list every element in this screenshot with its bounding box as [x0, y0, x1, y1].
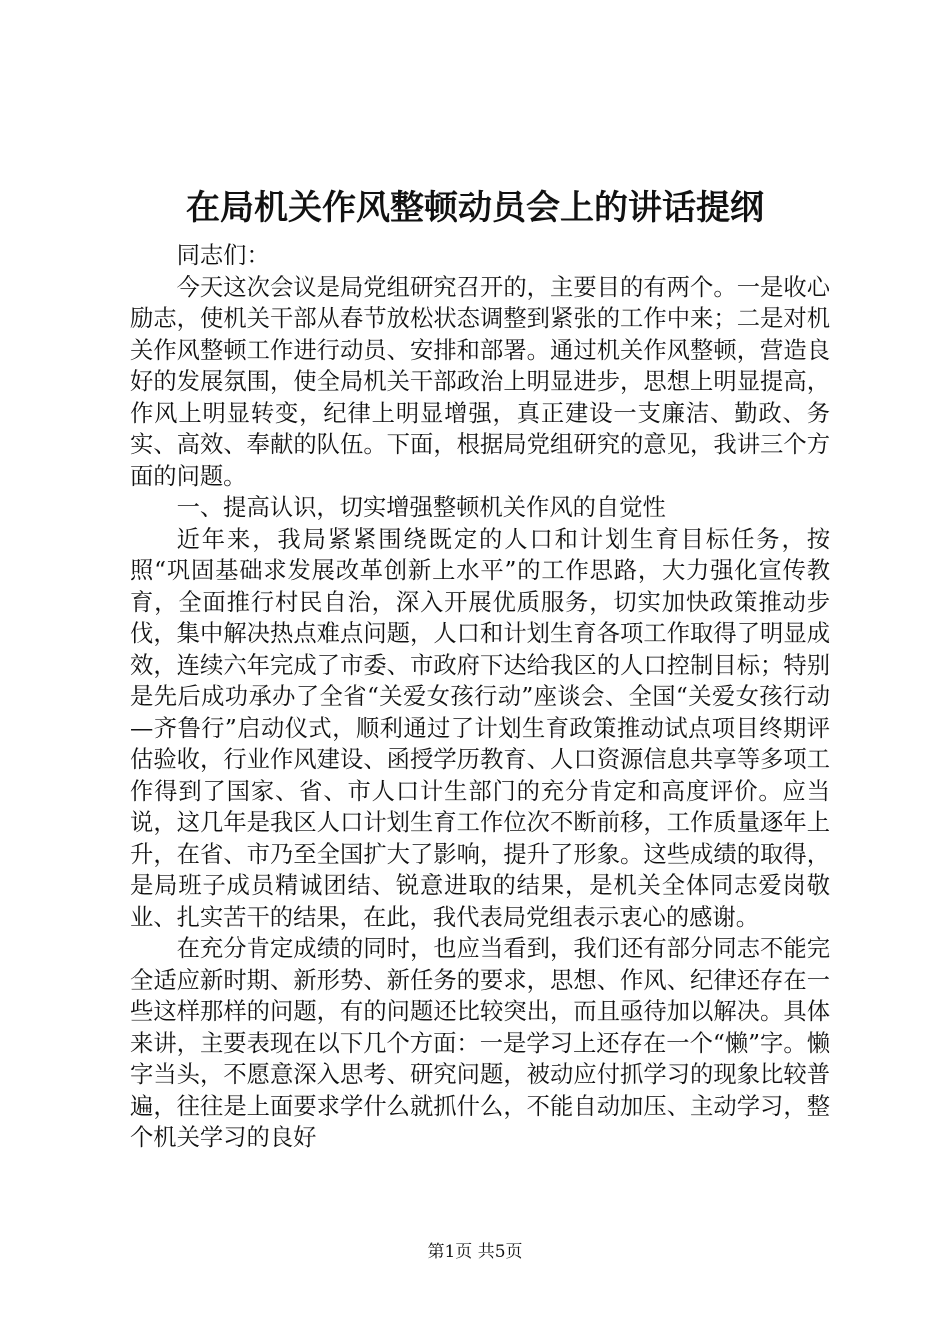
- paragraph-problems: 在充分肯定成绩的同时，也应当看到，我们还有部分同志不能完全适应新时期、新形势、新任务的要求，思想、作风、纪律还存在一些这样那样的问题，有的问题还比较突出，而且亟待加以解决。具体来讲，主要表现在以下几个方面：一是学习上还存在一个“懒”字。懒字当头，不愿意深入思考、研究问题，被动应付抓学习的现象比较普遍，往往是上面要求学什么就抓什么，不能自动加压、主动学习，整个机关学习的良好: [130, 935, 830, 1151]
- page-number-footer: 第1页 共5页: [427, 1242, 523, 1262]
- paragraph-achievements: 近年来，我局紧紧围绕既定的人口和计划生育目标任务，按照“巩固基础求发展改革创新上水平”的工作思路，大力强化宣传教育，全面推行村民自治，深入开展优质服务，切实加快政策推动步伐，集中解决热点难点问题，人口和计划生育各项工作取得了明显成效，连续六年完成了市委、市政府下达给我区的人口控制目标；特别是先后成功承办了全省“关爱女孩行动”座谈会、全国“关爱女孩行动—齐鲁行”启动仪式，顺利通过了计划生育政策推动试点项目终期评估验收，行业作风建设、函授学历教育、人口资源信息共享等多项工作得到了国家、省、市人口计生部门的充分肯定和高度评价。应当说，这几年是我区人口计划生育工作位次不断前移，工作质量逐年上升，在省、市乃至全国扩大了影响，提升了形象。这些成绩的取得，是局班子成员精诚团结、锐意进取的结果，是机关全体同志爱岗敬业、扎实苦干的结果，在此，我代表局党组表示衷心的感谢。: [130, 525, 830, 931]
- paragraph-intro: 今天这次会议是局党组研究召开的，主要目的有两个。一是收心励志，使机关干部从春节放松状态调整到紧张的工作中来；二是对机关作风整顿工作进行动员、安排和部署。通过机关作风整顿，营造良好的发展氛围，使全局机关干部政治上明显进步，思想上明显提高，作风上明显转变，纪律上明显增强，真正建设一支廉洁、勤政、务实、高效、奉献的队伍。下面，根据局党组研究的意见，我讲三个方面的问题。: [130, 273, 830, 490]
- document-body: [130, 240, 830, 1154]
- salutation: 同志们：: [176, 242, 270, 269]
- section-heading: 一、提高认识，切实增强整顿机关作风的自觉性: [176, 494, 666, 521]
- document-title: 在局机关作风整顿动员会上的讲话提纲: [186, 188, 764, 228]
